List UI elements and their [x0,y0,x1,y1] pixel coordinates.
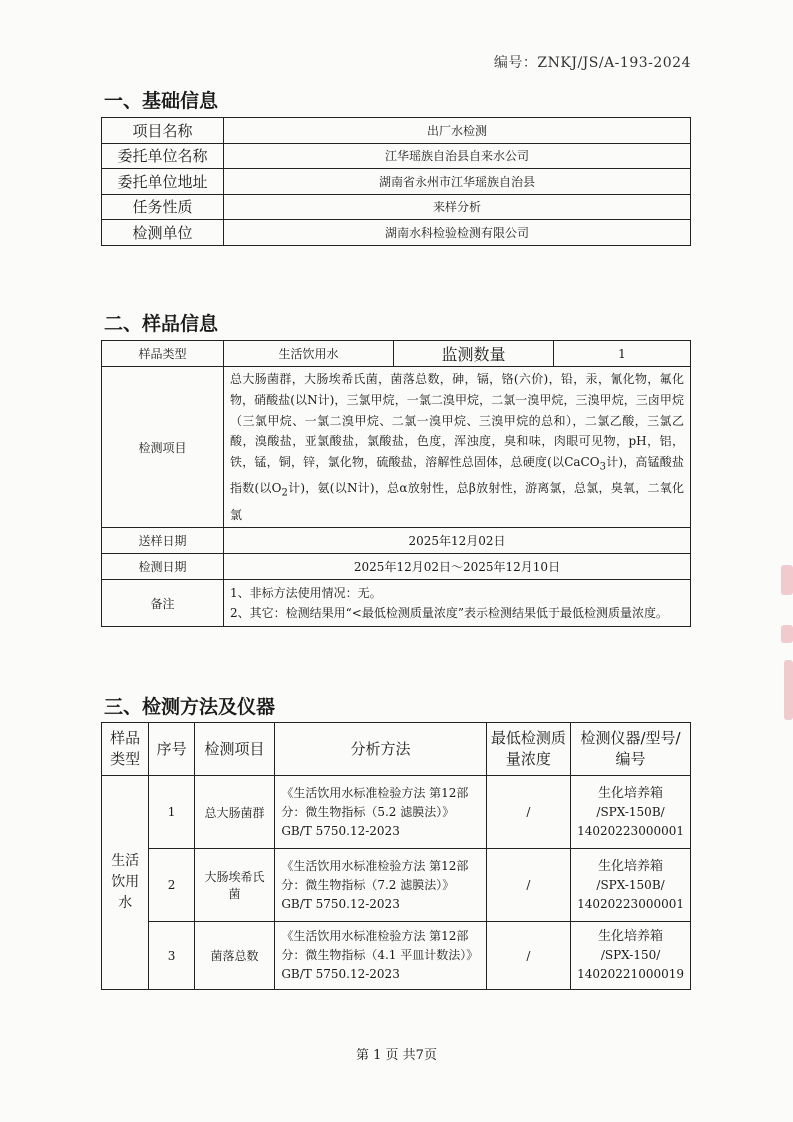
sample-type-label: 样品类型 [102,341,224,367]
row-value: 来样分析 [224,194,691,220]
remark-1: 1、非标方法使用情况：无。 [230,586,382,601]
item-cell: 菌落总数 [194,922,275,990]
item-cell: 总大肠菌群 [194,776,275,849]
items-text-2: 计)，高锰酸盐指数(以O [230,455,684,496]
table-row [102,554,691,580]
seq-cell: 1 [149,776,194,849]
table-row [102,143,691,169]
method-cell: 《生活饮用水标准检验方法 第12部分：微生物指标（5.2 滤膜法）》GB/T 5750.12-2023 [275,776,486,849]
table-header-row [102,723,691,776]
row-label: 委托单位地址 [102,169,224,195]
items-text-1: 总大肠菌群，大肠埃希氏菌，菌落总数，砷，镉，铬(六价)，铅，汞，氰化物，氟化物，硝酸盐(以N计)，三氯甲烷，一氯二溴甲烷，二氯一溴甲烷，三溴甲烷，三卤甲烷（三氯甲烷、一氯二溴甲烷、二氯一溴甲烷、三溴甲烷的总和），二氯乙酸，三氯乙酸，溴酸盐，亚氯酸盐，氯酸盐，色度，浑浊度，臭和味，肉眼可见物，pH，铝，铁，锰，铜，锌，氯化物，硫酸盐，溶解性总固体，总硬度(以CaCO [230,372,684,470]
table-row [102,194,691,220]
seal-mark [784,660,793,720]
items-label: 检测项目 [102,367,224,528]
seal-mark [781,625,793,643]
remarks-label: 备注 [102,580,224,627]
test-date-label: 检测日期 [102,554,224,580]
method-cell: 《生活饮用水标准检验方法 第12部分：微生物指标（4.1 平皿计数法）》GB/T 5750.12-2023 [275,922,486,990]
min-conc-cell: / [486,776,570,849]
header-seq: 序号 [149,723,194,776]
table-row [102,776,691,849]
items-text-3: 计)，氨(以N计)，总α放射性，总β放射性，游离氯，总氯，臭氧，二氧化氯 [230,481,684,522]
instrument-number: 14020223000001 [577,823,684,838]
table-row [102,528,691,554]
sample-type-cell: 生活饮用水 [102,776,149,990]
remarks-content [224,580,691,627]
methods-table [101,722,691,990]
remark-2: 2、其它：检测结果用“<最低检测质量浓度”表示检测结果低于最低检测质量浓度。 [230,606,668,621]
page-footer: 第 1 页 共7页 [356,1048,437,1063]
document-number: 编号：ZNKJ/JS/A-193-2024 [493,55,691,71]
instrument-model: /SPX-150B/ [596,804,665,819]
sample-info-table [101,340,691,627]
row-label: 项目名称 [102,118,224,144]
instrument-name: 生化培养箱 [598,858,664,874]
row-value: 湖南水科检验检测有限公司 [224,220,691,246]
basic-info-table [101,117,691,246]
seq-cell: 3 [149,922,194,990]
min-conc-cell: / [486,849,570,922]
seq-cell: 2 [149,849,194,922]
instrument-cell [571,776,691,849]
count-label: 监测数量 [394,341,554,367]
section1-title: 一、基础信息 [104,90,219,112]
row-label: 委托单位名称 [102,143,224,169]
row-label: 任务性质 [102,194,224,220]
send-date-value: 2025年12月02日 [224,528,691,554]
table-row [102,220,691,246]
row-value: 湖南省永州市江华瑶族自治县 [224,169,691,195]
table-row [102,580,691,627]
instrument-model: /SPX-150B/ [596,877,665,892]
items-sub-1: 3 [599,461,606,473]
instrument-model: /SPX-150/ [600,948,661,962]
section2-title: 二、样品信息 [104,313,219,335]
count-value: 1 [554,341,691,367]
send-date-label: 送样日期 [102,528,224,554]
instrument-number: 14020223000001 [577,896,684,911]
test-items-list [224,367,691,528]
header-min-conc: 最低检测质量浓度 [486,723,570,776]
header-item: 检测项目 [194,723,275,776]
table-row [102,169,691,195]
header-sample-type: 样品类型 [102,723,149,776]
instrument-cell [571,922,691,990]
items-sub-2: 2 [281,487,288,499]
header-method: 分析方法 [275,723,486,776]
row-value: 江华瑶族自治县自来水公司 [224,143,691,169]
instrument-name: 生化培养箱 [598,785,664,801]
sample-type-value: 生活饮用水 [224,341,394,367]
item-cell: 大肠埃希氏菌 [194,849,275,922]
instrument-cell [571,849,691,922]
test-date-value: 2025年12月02日～2025年12月10日 [224,554,691,580]
table-row [102,341,691,367]
header-instrument: 检测仪器/型号/编号 [571,723,691,776]
method-cell: 《生活饮用水标准检验方法 第12部分：微生物指标（7.2 滤膜法）》GB/T 5750.12-2023 [275,849,486,922]
min-conc-cell: / [486,922,570,990]
row-value: 出厂水检测 [224,118,691,144]
table-row [102,849,691,922]
section3-title: 三、检测方法及仪器 [104,696,276,718]
table-row [102,922,691,990]
seal-mark [781,565,793,595]
instrument-number: 14020221000019 [577,967,684,981]
table-row [102,118,691,144]
table-row [102,367,691,528]
instrument-name: 生化培养箱 [598,929,664,944]
row-label: 检测单位 [102,220,224,246]
